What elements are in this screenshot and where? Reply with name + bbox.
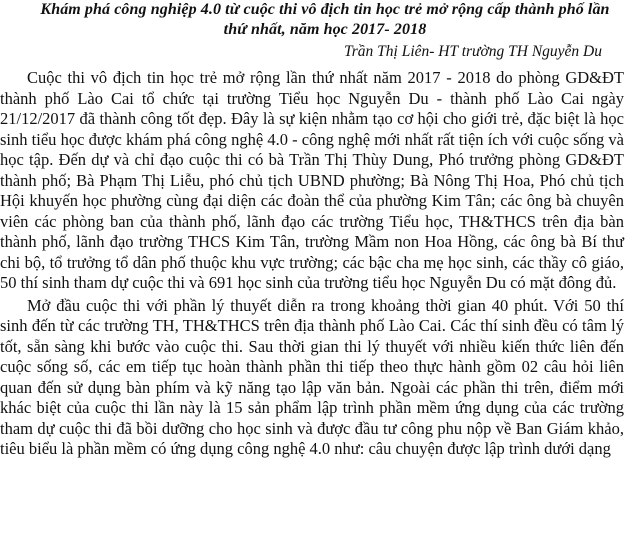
article-byline: Trần Thị Liên- HT trường TH Nguyễn Du	[343, 43, 602, 60]
article-title: Khám phá công nghiệp 4.0 từ cuộc thi vô địch tin học trẻ mở rộng cấp thành phố lần thứ nhất, năm học 2017- 2018	[40, 1, 610, 38]
body-paragraph: Mở đầu cuộc thi với phần lý thuyết diễn ra trong khoảng thời gian 40 phút. Với 50 thí sinh đến từ các trường TH, TH&THCS trên địa thành phố Lào Cai. Các thí sinh đều có tâm lý tốt, sẵn sàng khi bước vào cuộc thi. Sau thời gian thi lý thuyết với nhiều kiến thức liên đến cuộc sống số, các em tiếp tục hoàn thành phần thi tiếp theo thực hành gồm 02 câu hỏi liên quan đến sử dụng bàn phím và kỹ năng tạo lập văn bản. Ngoài các phần thi trên, điểm mới khác biệt của cuộc thi lần này là 15 sản phẩm lập trình phần mềm ứng dụng của các trường tham dự cuộc thi đã bồi dưỡng cho học sinh và được đầu tư công phu nộp về Ban Giám khảo, tiêu biểu là phần mềm có ứng dụng công nghệ 4.0 như: câu chuyện được lập trình dưới dạng	[0, 295, 624, 458]
article-body	[0, 68, 632, 460]
body-paragraph: Cuộc thi vô địch tin học trẻ mở rộng lần thứ nhất năm 2017 - 2018 do phòng GD&ĐT thành phố Lào Cai tổ chức tại trường Tiểu học Nguyễn Du - thành phố Lào Cai ngày 21/12/2017 đã thành công tốt đẹp. Đây là sự kiện nhằm tạo cơ hội cho giới trẻ, đặc biệt là học sinh tiểu học được khám phá công nghệ 4.0 - công nghệ mới nhất rất tiện ích với cuộc sống và học tập. Đến dự và chỉ đạo cuộc thi có bà Trần Thị Thùy Dung, Phó trưởng phòng GD&ĐT thành phố; Bà Phạm Thị Liễu, phó chủ tịch UBND phường; Bà Nông Thị Hoa, Phó chủ tịch Hội khuyến học phường cùng đại diện các đoàn thể của phường Kim Tân; các ông bà chuyên viên các phòng ban của thành phố, lãnh đạo các trường Tiểu học, TH&THCS trên địa bàn thành phố, lãnh đạo trường THCS Kim Tân, trường Mầm non Hoa Hồng, các ông bà Bí thư chi bộ, tổ trưởng tổ dân phố thuộc khu vực trường; các bậc cha mẹ học sinh, các thầy cô giáo, 50 thí sinh tham dự cuộc thi và 691 học sinh của trường tiểu học Nguyễn Du có mặt đông đủ.	[0, 68, 624, 292]
